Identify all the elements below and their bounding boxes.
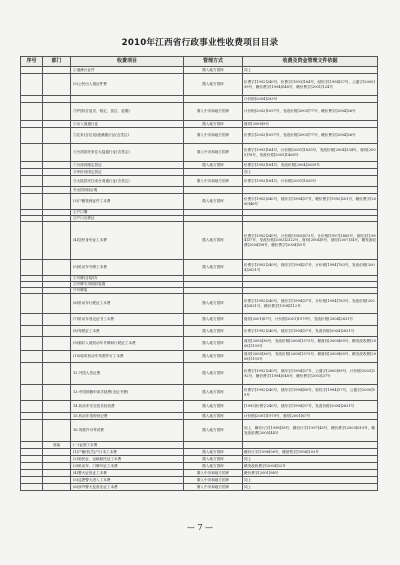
- cell-fee-item: ②号牌专用固封装置: [71, 282, 184, 288]
- cell-management-method: [184, 169, 243, 176]
- cell-fee-item: (8)驾驶证工本费: [71, 326, 184, 337]
- cell-fee-item: ⑧华侨回国定居证: [71, 169, 184, 176]
- table-row: [21, 477, 378, 484]
- cell-document-basis: 计价格[2002]1097号、发改价格[2005]77号、赣价费字[2004]26号: [243, 103, 378, 121]
- cell-department: [43, 351, 71, 363]
- cell-management-method: 缴入地方国库: [184, 456, 243, 463]
- cell-index: [21, 128, 43, 144]
- cell-index: [21, 351, 43, 363]
- cell-document-basis: 赣价费字[2001]88号: [243, 470, 378, 477]
- cell-fee-item: ⑨大陆居民往来台湾通行证(含签注): [71, 176, 184, 187]
- cell-document-basis: 价费字[1992]240号，计价格[1985]873号，计价格[1997]1485号，财综字[1994]37号，发改价格[2003]2322号，财综[2004]8号，财综[2007]34号，赣发改收费[2004]98号，赣价费字[2004]55号: [243, 222, 378, 260]
- cell-document-basis: 价费字[1993]164号，计价格[2001]1835号: [243, 176, 378, 187]
- cell-fee-item: ①号牌(含临时): [71, 276, 184, 282]
- cell-fee-item: (一)证照工本费: [71, 442, 184, 449]
- cell-management-method: 缴入地方国库: [184, 420, 243, 442]
- cell-document-basis: 赣发改收费字[2004]32号: [243, 463, 378, 470]
- cell-management-method: 缴入地方国库: [184, 74, 243, 96]
- cell-index: [21, 470, 43, 477]
- table-row: [21, 96, 378, 103]
- cell-management-method: 缴入地方国库: [184, 294, 243, 314]
- cell-index: [21, 463, 43, 470]
- cell-index: [21, 162, 43, 169]
- cell-department: [43, 337, 71, 351]
- table-row: [21, 484, 378, 491]
- cell-fee-item: ②户口迁移证: [71, 216, 184, 222]
- cell-index: [21, 194, 43, 210]
- cell-fee-item: ④出入境通行证: [71, 121, 184, 128]
- cell-index: [21, 401, 43, 413]
- header-document-basis: 收费及资金管理文件依据: [243, 57, 378, 67]
- cell-index: [21, 103, 43, 121]
- cell-management-method: 缴入地方国库: [184, 326, 243, 337]
- cell-index: [21, 260, 43, 276]
- table-row: [21, 463, 378, 470]
- cell-management-method: 缴入地方国库: [184, 351, 243, 363]
- cell-fee-item: ⑥台湾居民来往大陆通行证(含签注): [71, 144, 184, 162]
- cell-fee-item: (5)巡逻警犬进入工本费: [71, 477, 184, 484]
- cell-management-method: 缴入中央和地方国库: [184, 103, 243, 121]
- cell-fee-item: (2)公民出入境证件费: [71, 74, 184, 96]
- table-header: [21, 57, 378, 67]
- cell-department: [43, 144, 71, 162]
- cell-document-basis: 价费字[1992]240号，财综字[1994]37号，赣价费字[1992]201号，赣价费字[2000]46号: [243, 194, 378, 210]
- cell-fee-item: (3)户籍管理证件工本费: [71, 194, 184, 210]
- cell-index: [21, 121, 43, 128]
- cell-index: [21, 385, 43, 401]
- cell-department: [43, 169, 71, 176]
- cell-document-basis: 财综[2008]36号，发改价格[2008]1575号，赣财综[2008]65号，赣发改收费[2008]1193号: [244, 352, 376, 361]
- cell-management-method: 缴入中央和地方国库: [184, 477, 243, 484]
- cell-department: [43, 314, 71, 326]
- cell-index: [21, 187, 43, 194]
- cell-management-method: 缴入地方国库: [184, 162, 243, 169]
- cell-index: [21, 477, 43, 484]
- table-row: [21, 385, 378, 401]
- table-row: [21, 413, 378, 420]
- table-row: [21, 222, 378, 260]
- cell-fee-item: (1)户籍(机关)户口本工本费: [71, 449, 184, 456]
- cell-document-basis: 价费字[1992]240号，财综字[1994]37号，计价格[1994]783号，发改价格[2004]2831号: [243, 260, 378, 276]
- cell-management-method: 缴入地方国库: [184, 314, 243, 326]
- cell-document-basis: [243, 187, 378, 194]
- table-row: [21, 363, 378, 385]
- cell-fee-item: 16.驾驶许可考试费: [71, 420, 184, 442]
- cell-index: [21, 337, 43, 351]
- table-row: [21, 420, 378, 442]
- cell-department: [43, 470, 71, 477]
- header-department: 部门: [43, 57, 71, 67]
- cell-fee-item: (2)船民证、运输船民证工本费: [71, 456, 184, 463]
- cell-document-basis: 价费字[2002]1097号、发改价格[2005]77号、赣价费字[2004]26号: [243, 128, 378, 144]
- cell-fee-item: 13.中国国籍申请手续费(含证书费): [71, 385, 184, 401]
- cell-fee-item: (10)临时机动车驾驶许可工本费: [71, 351, 184, 363]
- cell-department: [43, 260, 71, 276]
- cell-fee-item: (4)居民身份证工本费: [71, 222, 184, 260]
- cell-index: [21, 169, 43, 176]
- cell-department: [43, 194, 71, 210]
- cell-department: [43, 128, 71, 144]
- cell-fee-item: (3)机动车、门牌号证工本费: [71, 463, 184, 470]
- cell-management-method: [184, 187, 243, 194]
- table-row: [21, 74, 378, 96]
- table-body: [21, 67, 378, 491]
- cell-department: [43, 67, 71, 74]
- cell-management-method: 缴入地方国库: [184, 385, 243, 401]
- table-row: [21, 260, 378, 276]
- table-row: [21, 442, 378, 449]
- cell-fee-item: ③护照(含加页、相定、加注、延期): [71, 103, 184, 121]
- table-row: [21, 162, 378, 169]
- table-row: [21, 449, 378, 456]
- cell-department: [43, 363, 71, 385]
- table-row: [21, 314, 378, 326]
- table-row: [21, 294, 378, 314]
- table-row: [21, 103, 378, 121]
- cell-fee-item: (7)机动车登记证书工本费: [71, 314, 184, 326]
- cell-fee-item: 14.机动车安全技术检验费: [71, 401, 184, 413]
- cell-document-basis: 价费字[1992]240号，价费字[1993]164号，财综字[1994]37号，公通字[2000]99号，赣价费字[1994]048号，赣价费字[2001]124号: [243, 74, 378, 96]
- header-fee-item: 收费项目: [71, 57, 184, 67]
- cell-management-method: 缴入地方国库: [184, 337, 243, 351]
- cell-management-method: 缴入地方国库: [184, 260, 243, 276]
- cell-management-method: 缴入中央和地方国库: [184, 144, 243, 162]
- cell-document-basis: 价费字[1992]240号，财综字[1994]37号，计价格[1994]783号，发改价格[2004]2831号，赣价费字[1994]112号: [243, 294, 378, 314]
- page-title: 2010年江西省行政事业性收费项目目录: [121, 38, 279, 48]
- cell-index: [21, 420, 43, 442]
- header-management-method: 管理方式: [184, 57, 243, 67]
- cell-index: [21, 363, 43, 385]
- cell-document-basis: 同上: [243, 67, 378, 74]
- cell-management-method: 缴入地方国库: [184, 363, 243, 385]
- cell-document-basis: 财综[2008]36号，发改价格[2008]1575号，赣财综[2008]65号，赣发改收费[2008]1193号: [243, 337, 378, 351]
- cell-document-basis: 同上，赣价行字[1998]38号，赣价行字[1997]45号，赣价费字[2003]819号，赣发改收费[2005]44号: [243, 420, 378, 442]
- cell-document-basis: 同上: [243, 169, 378, 176]
- cell-department: [43, 103, 71, 121]
- cell-department: 省编: [43, 442, 71, 449]
- table-row: [21, 326, 378, 337]
- cell-management-method: 缴入地方国库: [184, 194, 243, 210]
- table-row: [21, 401, 378, 413]
- table-row: [21, 187, 378, 194]
- cell-index: [21, 442, 43, 449]
- cell-department: [43, 326, 71, 337]
- cell-department: [43, 187, 71, 194]
- table-row: [21, 144, 378, 162]
- cell-management-method: 缴入地方国库: [184, 222, 243, 260]
- cell-document-basis: 赣价行字[1996]56号，赣财预字[1996]103号: [243, 449, 378, 456]
- cell-department: [43, 456, 71, 463]
- table-row: [21, 67, 378, 74]
- cell-department: [43, 484, 71, 491]
- cell-index: [21, 176, 43, 187]
- cell-index: [21, 484, 43, 491]
- cell-document-basis: 计价格[2004]293号: [243, 96, 378, 103]
- table-row: [21, 169, 378, 176]
- cell-document-basis: 财综[2008]9号: [243, 121, 378, 128]
- table-row: [21, 337, 378, 351]
- cell-document-basis: 计价格[2001]1979号，财综[2001]67号: [243, 413, 378, 420]
- table-row: [21, 128, 378, 144]
- cell-department: [43, 294, 71, 314]
- cell-fee-item: ①户口簿: [71, 210, 184, 216]
- cell-index: [21, 74, 43, 96]
- cell-department: [43, 74, 71, 96]
- table-row: [21, 121, 378, 128]
- cell-department: [43, 401, 71, 413]
- cell-management-method: [184, 96, 243, 103]
- cell-department: [43, 385, 71, 401]
- cell-fee-item: (5)机动车号牌工本费: [71, 260, 184, 276]
- cell-management-method: 缴入地方国库: [184, 463, 243, 470]
- cell-fee-item: ⑩出国(境)证明: [71, 187, 184, 194]
- cell-document-basis: 价费字[1992]240号，财综字[1994]37号，发改价格[2004]2831号: [243, 326, 378, 337]
- cell-fee-item: ①港澳台证件: [71, 67, 184, 74]
- cell-index: [21, 144, 43, 162]
- cell-department: [43, 449, 71, 456]
- cell-department: [43, 121, 71, 128]
- cell-document-basis: 价费字[1992]240号，财综字[1994]89号，财综字[1994]37号，公通字[2000]99号: [243, 385, 378, 401]
- cell-index: [21, 294, 43, 314]
- cell-management-method: 缴入地方国库: [184, 401, 243, 413]
- fee-table: [20, 56, 378, 491]
- cell-document-basis: 价费字[1993]164号，发改价格[2004]2839号: [243, 162, 378, 169]
- cell-document-basis: 财综[2001]67号，计价格[2001]1979号，发改价格[2004]2831号: [243, 314, 378, 326]
- cell-fee-item: ③号牌架: [71, 288, 184, 294]
- cell-index: [21, 222, 43, 260]
- cell-management-method: 缴入中央和地方国库: [184, 470, 243, 477]
- cell-document-basis: [243, 442, 378, 449]
- cell-management-method: 缴入地方国库: [184, 121, 243, 128]
- cell-department: [43, 420, 71, 442]
- cell-department: [43, 96, 71, 103]
- cell-department: [43, 176, 71, 187]
- cell-document-basis: 价费字[1992]240号，财综字[1994]37号，公通字[2000]99号，计价格[2003]392号，赣价费字[1994]048号，赣价费字[2003]37号: [243, 363, 378, 385]
- cell-management-method: 缴入地方国库: [184, 67, 243, 74]
- cell-index: [21, 413, 43, 420]
- table-row: [21, 194, 378, 210]
- cell-department: [43, 463, 71, 470]
- table-row: [21, 176, 378, 187]
- page-number: — 7 —: [186, 523, 214, 532]
- cell-fee-item: 12.外国人签证费: [71, 363, 184, 385]
- cell-index: [21, 449, 43, 456]
- cell-management-method: 缴入中央和地方国库: [184, 176, 243, 187]
- cell-management-method: [184, 442, 243, 449]
- cell-fee-item: ⑤往来(含往返)港澳通行证(含签注): [71, 128, 184, 144]
- cell-document-basis: 价费字[1993]164号，计价格[2001]1835号，发改价格[2004]334号，财综[2005]78号，发改价格[2005]1460号: [243, 144, 378, 162]
- cell-fee-item: (9)临时入境机动车号牌和行驶证工本费: [71, 337, 184, 351]
- cell-management-method: 缴入中央和地方国库: [184, 484, 243, 491]
- table-row: [21, 470, 378, 477]
- table-row: [21, 351, 378, 363]
- cell-fee-item: 15.机动车抵押登记费: [71, 413, 184, 420]
- cell-document-basis: 同上: [243, 484, 378, 491]
- cell-index: [21, 314, 43, 326]
- cell-fee-item: [71, 96, 184, 103]
- cell-department: [43, 222, 71, 260]
- cell-fee-item: (6)机动车行驶证工本费: [71, 294, 184, 314]
- cell-management-method: 缴入中央和地方国库: [184, 128, 243, 144]
- cell-document-basis: 同上: [243, 477, 378, 484]
- cell-department: [43, 162, 71, 169]
- cell-index: [21, 67, 43, 74]
- header-index: 序号: [21, 57, 43, 67]
- cell-fee-item: ⑦台湾同胞定居证: [71, 162, 184, 169]
- table-row: [21, 456, 378, 463]
- cell-fee-item: (4)警犬证验证工本费: [71, 470, 184, 477]
- cell-department: [43, 413, 71, 420]
- cell-department: [43, 477, 71, 484]
- cell-document-basis: 同上: [243, 456, 378, 463]
- cell-index: [21, 326, 43, 337]
- cell-index: [21, 96, 43, 103]
- cell-fee-item: (6)涉外警犬及营业证工本费: [71, 484, 184, 491]
- cell-management-method: 缴入地方国库: [184, 449, 243, 456]
- cell-index: [21, 456, 43, 463]
- cell-management-method: 缴入地方国库: [184, 413, 243, 420]
- cell-document-basis: [1992]价费字240号，财综字[1994]37号，发改价格[2004]2831号: [243, 401, 378, 413]
